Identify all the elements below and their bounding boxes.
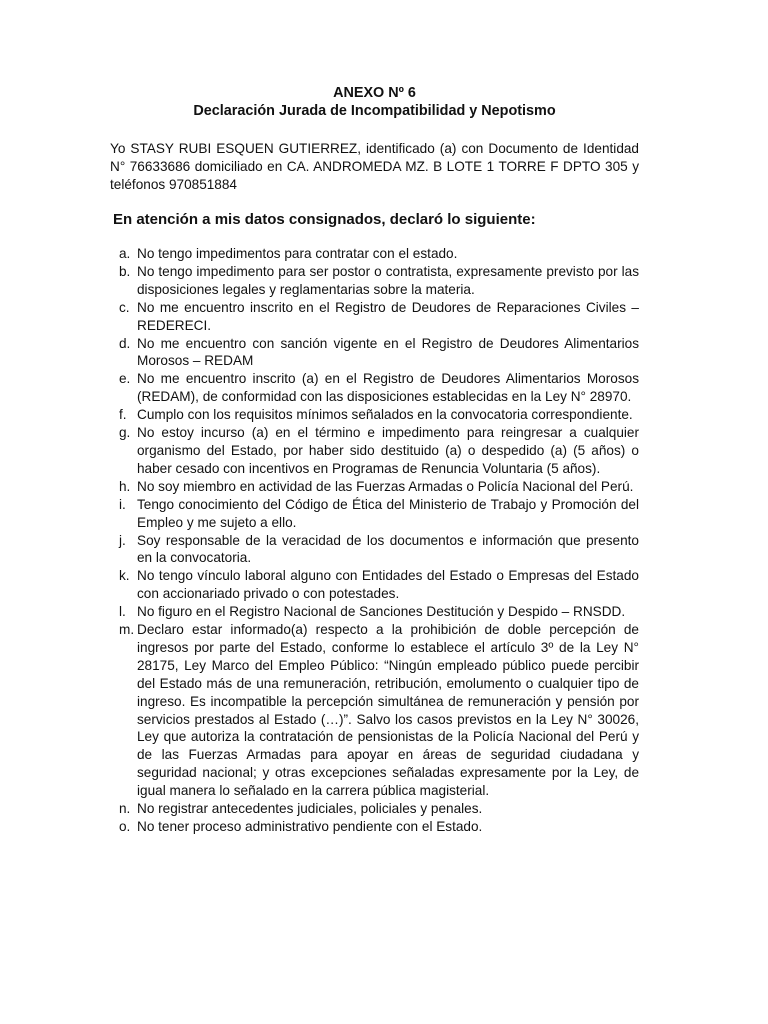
list-item [110,567,639,603]
list-item-text: No figuro en el Registro Nacional de Sanciones Destitución y Despido – RNSDD. [137,604,626,620]
list-item-text: No tengo vínculo laboral alguno con Entidades del Estado o Empresas del Estado con accionariado privado o con potestades. [137,568,639,602]
title-line-annex: ANEXO Nº 6 [333,85,416,101]
intro-paragraph: Yo STASY RUBI ESQUEN GUTIERREZ, identificado (a) con Documento de Identidad N° 76633686 domiciliado en CA. ANDROMEDA MZ. B LOTE 1 TORRE F DPTO 305 y teléfonos 970851884 [110,141,639,192]
list-item [110,496,639,532]
list-item-text: Tengo conocimiento del Código de Ética del Ministerio de Trabajo y Promoción del Empleo y me sujeto a ello. [137,496,639,530]
list-item-text: Soy responsable de la veracidad de los documentos e información que presento en la convocatoria. [137,532,639,566]
list-marker: j. [119,532,126,548]
list-item [110,424,639,478]
list-marker: i. [119,496,126,512]
declaration-subheading: En atención a mis datos consignados, declaró lo siguiente: [113,211,536,228]
list-marker: m. [119,622,135,638]
document-title [110,84,639,120]
list-item-text: No estoy incurso (a) en el término e impedimento para reingresar a cualquier organismo del Estado, por haber sido destituido (a) o despedido (a) (5 años) o haber cesado con incentivos en Programas de Renuncia Voluntaria (5 años). [137,425,639,476]
list-item-text: Cumplo con los requisitos mínimos señalados en la convocatoria correspondiente. [137,407,633,423]
list-item-text: No registrar antecedentes judiciales, policiales y penales. [137,801,483,817]
list-marker: c. [119,299,130,315]
list-item [110,299,639,335]
list-item [110,478,639,496]
list-item [110,621,639,800]
list-item-text: Declaro estar informado(a) respecto a la prohibición de doble percepción de ingresos por parte del Estado, conforme lo establece el artículo 3º de la Ley N° 28175, Ley Marco del Empleo Público: “Ningún empleado público puede percibir del Estado más de una remuneración, retribución, emolumento o cualquier tipo de ingreso. Es incompatible la percepción simultánea de remuneración y pensión por servicios prestados al Estado (…)”. Salvo los casos previstos en la Ley N° 30026, Ley que autoriza la contratación de pensionistas de la Policía Nacional del Perú y de las Fuerzas Armadas para apoyar en áreas de seguridad ciudadana y seguridad nacional; y otras excepciones señaladas expresamente por la Ley, de igual manera lo señalado en la carrera pública magisterial. [137,622,639,799]
list-marker: g. [119,425,131,441]
list-item-text: No tener proceso administrativo pendiente con el Estado. [137,819,483,834]
list-item-text: No tengo impedimentos para contratar con el estado. [137,246,458,261]
list-item [110,335,639,371]
list-item-text: No soy miembro en actividad de las Fuerzas Armadas o Policía Nacional del Perú. [137,478,634,494]
list-item-text: No me encuentro inscrito en el Registro de Deudores de Reparaciones Civiles – REDERECI. [137,299,639,333]
list-item [110,245,639,263]
list-marker: b. [119,263,131,279]
list-item [110,818,639,836]
list-marker: n. [119,801,131,817]
list-marker: h. [119,478,131,494]
list-item [110,532,639,568]
list-marker: k. [119,568,130,584]
list-marker: e. [119,371,131,387]
list-marker: l. [119,604,126,620]
list-item-text: No me encuentro inscrito (a) en el Registro de Deudores Alimentarios Morosos (REDAM), de conformidad con las disposiciones establecidas en la Ley N° 28970. [137,371,639,405]
list-item [110,800,639,818]
list-item [110,603,639,621]
list-marker: o. [119,819,131,834]
title-line-declaration: Declaración Jurada de Incompatibilidad y Nepotismo [193,103,556,119]
list-marker: a. [119,246,131,261]
list-item-text: No tengo impedimento para ser postor o contratista, expresamente previsto por las disposiciones legales y reglamentarias sobre la materia. [137,263,639,297]
list-item [110,370,639,406]
list-marker: f. [119,407,127,423]
list-item [110,406,639,424]
declaration-list [110,245,639,836]
list-item-text: No me encuentro con sanción vigente en el Registro de Deudores Alimentarios Morosos – REDAM [137,335,639,369]
list-marker: d. [119,335,131,351]
list-item [110,263,639,299]
document-page [110,84,639,836]
